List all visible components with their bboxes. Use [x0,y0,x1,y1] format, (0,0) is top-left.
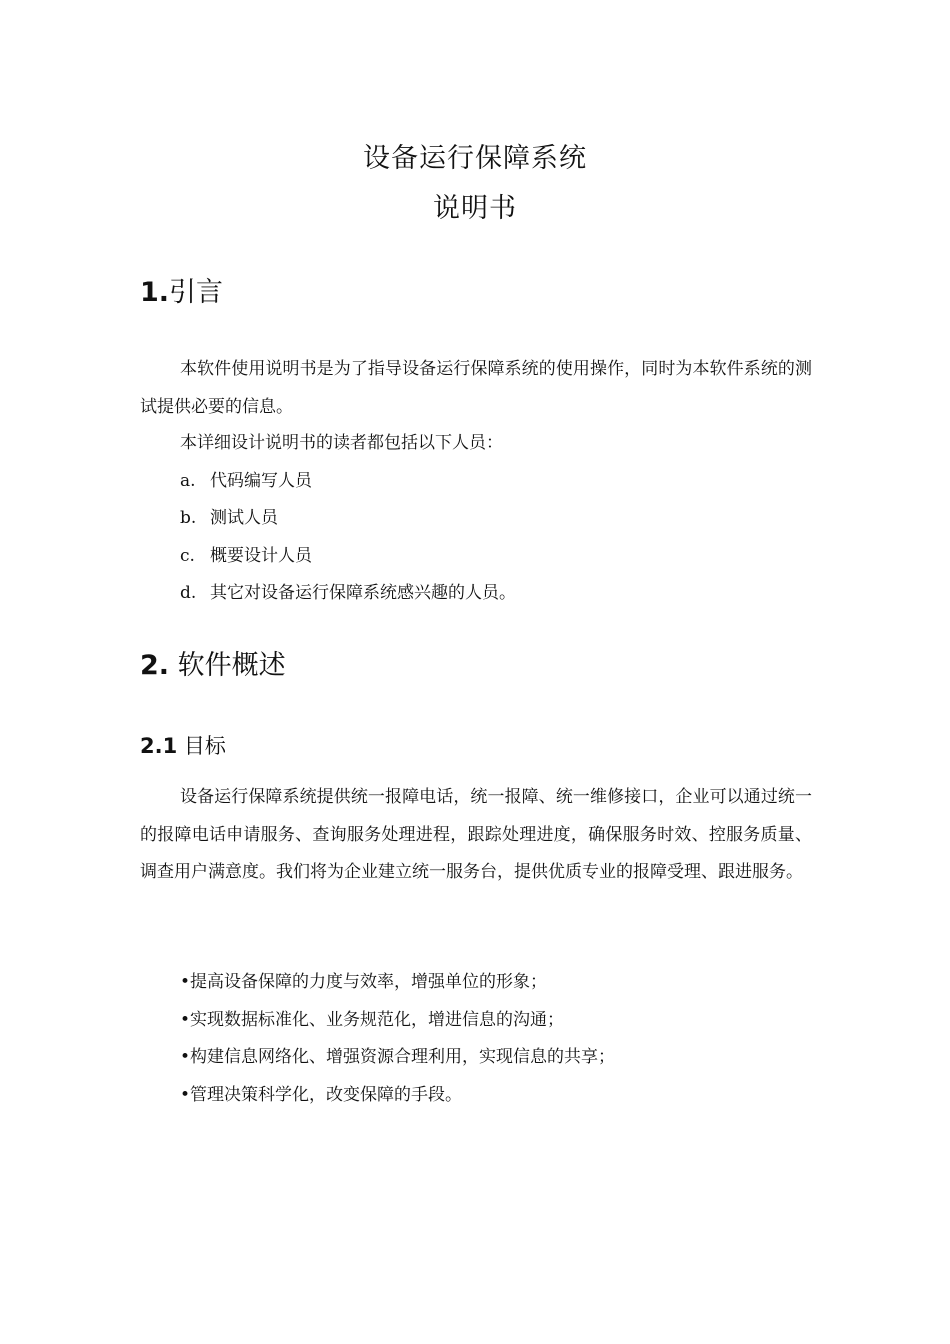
document-title: 设备运行保障系统 [363,143,587,174]
goal-paragraph: 设备运行保障系统提供统一报障电话，统一报障、统一维修接口，企业可以通过统一的报障电话申请服务、查询服务处理进程，跟踪处理进度，确保服务时效、控服务质量、调查用户满意度。我们将为企业建立统一服务台，提供优质专业的报障受理、跟进服务。 [140,787,812,882]
reader-marker: a. [180,471,196,491]
section-2-number: 2. [140,650,170,681]
section-2-title: 软件概述 [177,650,286,681]
reader-marker: b. [180,508,197,528]
reader-text: 代码编写人员 [210,471,312,491]
goal-bullet: •管理决策科学化，改变保障的手段。 [180,1085,463,1105]
subsection-2-1-heading [140,732,226,760]
goal-bullet: •提高设备保障的力度与效率，增强单位的形象； [180,972,548,992]
readers-lead: 本详细设计说明书的读者都包括以下人员： [180,433,503,453]
section-1-number: 1. [140,277,170,308]
reader-text: 概要设计人员 [210,546,312,566]
section-1-title: 引言 [169,277,224,308]
reader-text: 测试人员 [210,508,278,528]
document-subtitle: 说明书 [433,193,517,224]
section-2-heading [140,650,286,682]
intro-paragraph: 本软件使用说明书是为了指导设备运行保障系统的使用操作，同时为本软件系统的测试提供必要的信息。 [140,359,812,417]
reader-marker: d. [180,583,197,603]
reader-item [180,544,312,568]
subsection-2-1-title: 目标 [183,734,226,758]
goal-bullet: •构建信息网络化、增强资源合理利用，实现信息的共享； [180,1047,616,1067]
reader-item [180,469,312,493]
reader-item [180,506,278,530]
reader-item [180,581,516,605]
reader-text: 其它对设备运行保障系统感兴趣的人员。 [210,583,516,603]
reader-marker: c. [180,546,195,566]
subsection-2-1-number: 2.1 [140,734,178,758]
section-1-heading [140,277,223,309]
goal-bullet: •实现数据标准化、业务规范化，增进信息的沟通； [180,1010,565,1030]
